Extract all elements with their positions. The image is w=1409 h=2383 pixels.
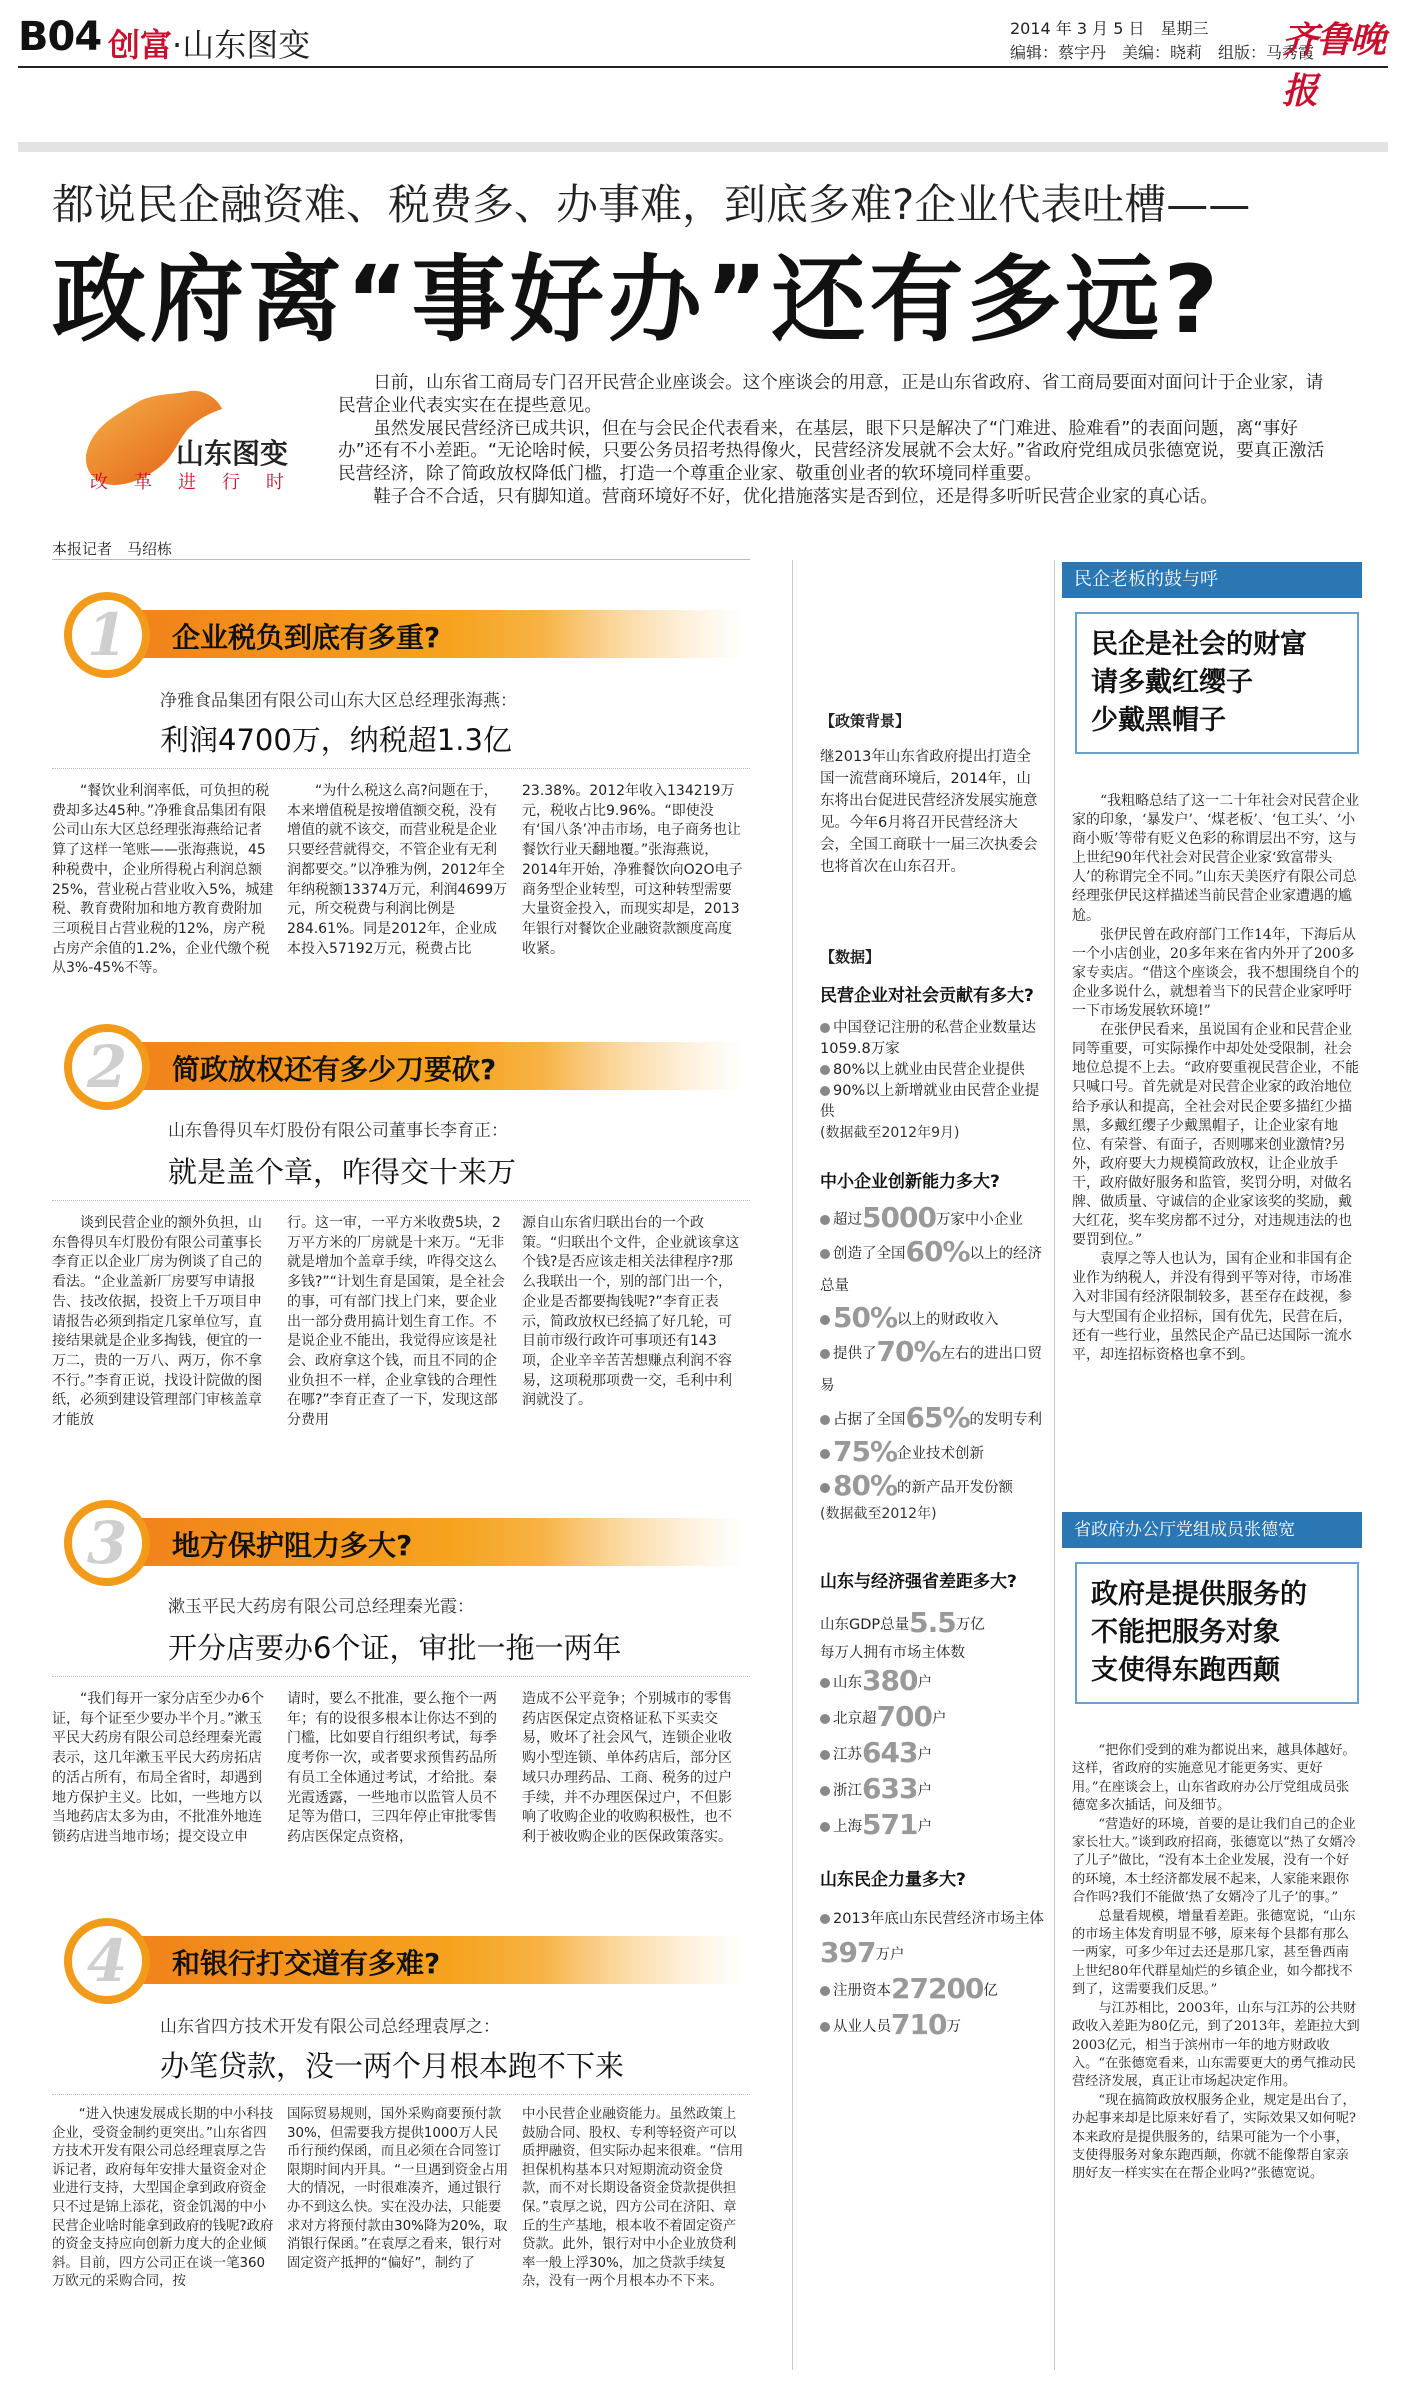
header-rule [18, 66, 1388, 68]
right-bar-2: 省政府办公厅党组成员张德宽 [1062, 1512, 1362, 1548]
stat-region: 北京超 [833, 1711, 877, 1727]
pull-quote-1: 利润4700万，纳税超1.3亿 [160, 723, 512, 757]
stat-number: 700 [876, 1700, 932, 1733]
list-item [820, 1018, 1045, 1060]
stat-item [820, 1402, 1045, 1436]
bullet-icon [820, 1215, 830, 1225]
data-question-1: 民营企业对社会贡献有多大? [820, 986, 1034, 1006]
column-divider [792, 560, 793, 2370]
q3-list [820, 1664, 1045, 1844]
policy-background [820, 710, 1045, 878]
bullet-icon [820, 1986, 830, 1996]
column-logo-slogan: 改革进行时 [90, 472, 310, 493]
section-3-col-3 [522, 1690, 744, 1848]
section-title-4: 和银行打交道有多难? [172, 1947, 441, 1980]
paragraph: 源自山东省归联出台的一个政策。“归联出个文件，企业就该拿这个钱?是否应该走相关法律程序?那么我联出一个，别的部门出一个，企业是否都要掏钱呢?”李育正表示，简政放权已经搞了好几轮，可目前市级行政许可事项还有143项，企业辛辛苦苦想赚点利润不容易，这项税那项费一交，毛利中利润就没了。 [522, 1215, 740, 1409]
stat-number: 5000 [862, 1201, 936, 1234]
paragraph: 中小民营企业融资能力。虽然政策上鼓励合同、股权、专利等轻资产可以质押融资，但实际办起来很难。“信用担保机构基本只对短期流动资金贷款，而不对长期设备资金贷款提供担保。”袁厚之说，四方公司在济阳、章丘的生产基地，根本收不着固定资产贷款。此外，银行对中小企业放贷利率一般上浮30%，加之贷款手续复杂，没有一两个月根本办不下来。 [522, 2107, 744, 2290]
q3-subtitle: 每万人拥有市场主体数 [820, 1645, 965, 1661]
bullet-icon [820, 1086, 830, 1096]
section-banner-3 [42, 1494, 742, 1588]
stat-number: 80% [833, 1469, 898, 1502]
stat-item [820, 1436, 1045, 1470]
stat-item [820, 1664, 1045, 1700]
headline-title: 政府离“事好办”还有多远? [52, 246, 1223, 355]
section-4-col-2 [287, 2106, 509, 2273]
paragraph: 张伊民曾在政府部门工作14年，下海后从一个小店创业，20多年来在省内外开了200多家专卖店。“借这个座谈会，我不想围绕自个的企业多说什么，就想着当下的民营企业家呼吁一下市场发展软环境!” [1072, 926, 1360, 1020]
stat-item [820, 1336, 1045, 1402]
bullet-icon [820, 1415, 830, 1425]
stat-unit: 户 [917, 1819, 932, 1835]
stat-number: 633 [862, 1772, 918, 1805]
policy-tag: 【政策背景】 [820, 712, 911, 730]
lede [338, 372, 1338, 509]
section-banner-4 [42, 1912, 742, 2006]
gdp-label: 山东GDP总量 [820, 1617, 910, 1633]
section-number-3: 3 [64, 1500, 150, 1586]
editor-credits: 编辑：蔡宇丹 美编：晓莉 组版：马秀霞 [1010, 43, 1315, 62]
section-1-col-1 [52, 782, 274, 979]
data-tag: 【数据】 [820, 948, 881, 966]
byline: 本报记者 马绍栋 [52, 540, 173, 558]
pull-quote-2: 就是盖个章，咋得交十来万 [168, 1155, 517, 1189]
page-number: B04 [18, 14, 102, 60]
bullet-icon [820, 1483, 830, 1493]
stat-suffix: 以上的经济总量 [820, 1246, 1043, 1294]
box-line: 民企是社会的财富 [1091, 629, 1307, 660]
divider [52, 1676, 750, 1677]
data-box [820, 946, 1045, 2044]
stat-suffix: 万 [946, 2019, 961, 2035]
stat-prefix: 占据了全国 [833, 1412, 906, 1428]
stat-prefix: 从业人员 [833, 2019, 891, 2035]
divider [52, 1200, 750, 1201]
paragraph: 与江苏相比，2003年，山东与江苏的公共财政收入差距为80亿元，到了2013年，差距拉大到2003亿元，相当于滨州市一年的地方财政收入。“在张德宽看来，山东需要更大的勇气推动民营经济发展，真正让市场起决定作用。 [1072, 2000, 1360, 2090]
paragraph: “现在搞简政放权服务企业，规定是出台了，办起事来却是比原来好看了，实际效果又如何呢?本来政府是提供服务的，结果可能为一个小事，支使得服务对象东跑西颠，你就不能像帮自家亲朋好友一样实实在在帮企业吗?”张德宽说。 [1072, 2092, 1357, 2182]
paragraph: 23.38%。2012年收入134219万元，税收占比9.96%。“即使没有‘国八条’冲击市场，电子商务也让餐饮行业天翻地覆。”张海燕说，2014年开始，净雅餐饮向O2O电子商务型企业转型，可这种转型需要大量资金投入，而现实却是，2013年银行对餐饮企业融资款额度高度收紧。 [522, 783, 743, 957]
bullet-icon [820, 1822, 830, 1832]
stat-number: 27200 [891, 1972, 984, 2005]
stat-region: 上海 [833, 1819, 862, 1835]
bullet-icon [820, 1023, 830, 1033]
newspaper-logo: 齐鲁晚报 [1282, 19, 1385, 112]
section-number-1: 1 [64, 592, 150, 678]
bullet-icon [820, 1678, 830, 1688]
paragraph: 谈到民营企业的额外负担，山东鲁得贝车灯股份有限公司董事长李育正以企业厂房为例谈了自己的看法。“企业盖新厂房要写申请报告、技改依据，投资上千万项目申请报告必须到指定几家单位写，直接结果就是企业多掏钱，便宜的一万二，贵的一万八、两万，你不拿不行。”李育正说，找设计院做的图纸，必须到建设管理部门审核盖章才能放 [52, 1215, 263, 1429]
stat-item [820, 1202, 1045, 1236]
paragraph: “餐饮业利润率低，可负担的税费却多达45种。”净雅食品集团有限公司山东大区总经理张海燕给记者算了这样一笔账——张海燕说，45种税费中，企业所得税占利润总额25%，营业税占营业收入5%，城建税、教育费附加和地方教育费附加三项税目占营业税的12%，房产税占房产余值的1.2%，企业代缴个税从3%-45%不等。 [52, 783, 274, 977]
paragraph: “进入快速发展成长期的中小科技企业，受资金制约更突出。”山东省四方技术开发有限公司总经理袁厚之告诉记者，政府每年安排大量资金对企业进行支持，大型国企拿到政府资金只不过是锦上添花，资金饥渴的中小民营企业啥时能拿到政府的钱呢?政府的资金支持应向创新力度大的企业倾斜。目前，四方公司正在谈一笔360万欧元的采购合同，按 [52, 2107, 274, 2290]
stat-number: 710 [891, 2008, 947, 2041]
gdp-unit: 万亿 [955, 1617, 985, 1633]
stat-number: 75% [833, 1435, 898, 1468]
list-item [820, 1081, 1045, 1123]
paragraph: 袁厚之等人也认为，国有企业和非国有企业作为纳税人，并没有得到平等对待，市场准入对非国有经济限制较多，甚至存在歧视，参与大型国有企业招标，国有优先，民营在后，还有一些行业，虽然民企产品已达国际一流水平，却连招标资格也拿不到。 [1072, 1251, 1352, 1363]
stat-suffix: 万户 [875, 1947, 905, 1963]
pull-quote-3: 开分店要办6个证，审批一拖一两年 [168, 1631, 622, 1665]
section-3-col-1 [52, 1690, 274, 1848]
stat-item [820, 1700, 1045, 1736]
section-title [108, 20, 310, 66]
stat-prefix: 创造了全国 [833, 1246, 906, 1262]
section-number-4: 4 [64, 1918, 150, 2004]
stat-unit: 户 [931, 1711, 947, 1727]
divider [52, 2094, 750, 2095]
stat-number: 70% [876, 1335, 941, 1368]
stat-region: 山东 [833, 1675, 862, 1691]
q1-list [820, 1018, 1045, 1144]
box-line: 支使得东跑西颠 [1091, 1655, 1280, 1686]
item-text: 90%以上新增就业由民营企业提供 [820, 1083, 1040, 1120]
bullet-icon [820, 1065, 830, 1075]
stat-suffix: 以上的财政收入 [897, 1312, 999, 1328]
section-rest: ·山东图变 [172, 26, 311, 64]
box-line: 不能把服务对象 [1091, 1617, 1280, 1648]
byline-rule [52, 559, 750, 560]
bullet-icon [820, 1786, 830, 1796]
right-bar-1: 民企老板的鼓与呼 [1062, 562, 1362, 598]
right-article-2 [1072, 1742, 1360, 2184]
data-note: (数据截至2012年) [820, 1506, 937, 1522]
stat-suffix: 亿 [983, 1983, 998, 1999]
stat-number: 50% [833, 1301, 898, 1334]
stat-item [820, 1808, 1045, 1844]
stat-item [820, 1302, 1045, 1336]
paragraph: 在张伊民看来，虽说国有企业和民营企业同等重要，可实际操作中却处处受限制，社会地位总提不上去。“政府要重视民营企业，不能只喊口号。首先就是对民营企业家的政治地位给予承认和提高，全社会对民企要多描红少描黑，多戴红缨子少戴黑帽子，让企业家有地位、有荣誉、有面子，否则哪来创业激情?另外，政府要大力规模简政放权，让企业放手干，政府做好服务和监管，奖罚分明，对做名牌、做质量、守诚信的企业家该奖的奖励，戴大红花，奖车奖房都不过分，对违规违法的也要罚到位。” [1072, 1022, 1360, 1249]
box-line: 政府是提供服务的 [1091, 1579, 1307, 1610]
box-line: 少戴黑帽子 [1091, 705, 1226, 736]
interviewee-3: 漱玉平民大药房有限公司总经理秦光霞： [168, 1597, 474, 1617]
lede-paragraph: 虽然发展民营经济已成共识，但在与会民企代表看来，在基层，眼下只是解决了“门难进、脸难看”的表面问题，离“事好办”还有不小差距。“无论啥时候，只要公务员招考热得像火，民营经济发展就不会太好。”省政府党组成员张德宽说，要真正激活民营经济，除了简政放权降低门槛，打造一个尊重企业家、敬重创业者的软环境同样重要。 [338, 418, 1325, 485]
right-quote-box-2 [1075, 1562, 1359, 1704]
stat-prefix: 2013年底山东民营经济市场主体 [833, 1911, 1044, 1927]
interviewee-4: 山东省四方技术开发有限公司总经理袁厚之： [160, 2017, 500, 2037]
right-quote-box-1 [1075, 612, 1359, 754]
paragraph: 行。这一审，一平方米收费5块，2万平方米的厂房就是十来万。“无非就是增加个盖章手续，咋得交这么多钱?”“计划生育是国策，是全社会的事，可有部门找上门来，要企业出一部分费用搞计划生育工作。不是说企业不能出，我觉得应该是社会、政府拿这个钱，而且不同的企业负担不一样，企业拿钱的合理性在哪?”李育正查了一下，发现这部分费用 [287, 1215, 505, 1429]
stat-unit: 户 [917, 1783, 932, 1799]
section-2-col-3 [522, 1214, 744, 1411]
stat-suffix: 万家中小企业 [935, 1212, 1023, 1228]
right-article-1 [1072, 792, 1360, 1365]
stat-suffix: 企业技术创新 [897, 1446, 985, 1462]
stat-number: 60% [905, 1235, 970, 1268]
item-text: 80%以上就业由民营企业提供 [833, 1062, 1025, 1078]
section-banner-1 [42, 586, 742, 680]
data-note: (数据截至2012年9月) [820, 1125, 960, 1141]
paragraph: “把你们受到的难为都说出来，越具体越好。这样，省政府的实施意见才能更务实、更好用。”在座谈会上，山东省政府办公厅党组成员张德宽多次插话，问及细节。 [1072, 1743, 1356, 1814]
section-4-col-3 [522, 2106, 744, 2292]
bullet-icon [820, 1750, 830, 1760]
column-divider [1054, 560, 1055, 2370]
stat-item [820, 1736, 1045, 1772]
stat-suffix: 的新产品开发份额 [897, 1480, 1014, 1496]
section-accent: 创富 [108, 26, 173, 64]
section-1-col-3 [522, 782, 744, 959]
paragraph: 请时，要么不批准，要么拖个一两年；有的设很多根本让你达不到的门槛，比如要自行组织考试，每季度考你一次，或者要求预售药品所有员工全体通过考试，才给批。秦光霞透露，一些地市以监管人员不足等为借口，三四年停止审批零售药店医保定点资格， [287, 1691, 497, 1845]
bullet-icon [820, 1914, 830, 1924]
stat-prefix: 提供了 [833, 1346, 877, 1362]
data-question-2: 中小企业创新能力多大? [820, 1172, 1000, 1192]
issue-date: 2014 年 3 月 5 日 星期三 [1010, 19, 1209, 38]
stat-number: 65% [905, 1401, 970, 1434]
bullet-icon [820, 1449, 830, 1459]
data-question-4: 山东民企力量多大? [820, 1870, 966, 1890]
paragraph: 总量看规模，增量看差距。张德宽说，“山东的市场主体发育明显不够，原来每个县都有那么一两家，可多少年过去还是那几家，甚至鲁西南上世纪80年代群星灿烂的乡镇企业，如今都找不到了，这需要我们反思。” [1072, 1908, 1356, 1998]
stat-number: 643 [862, 1736, 918, 1769]
stat-item [820, 1236, 1045, 1302]
gdp-line [820, 1606, 1045, 1642]
section-title-1: 企业税负到底有多重? [172, 621, 441, 654]
bullet-icon [820, 1315, 830, 1325]
paragraph: “为什么税这么高?问题在于，本来增值税是按增值额交税，没有增值的就不该交，而营业税是企业只要经营就得交，不管企业有无利润都要交。”以净雅为例，2012年全年纳税额13374万元，利润4699万元，所交税费与利润比例是284.61%。同是2012年，企业成本投入57192万元，税费占比 [287, 783, 508, 957]
divider [52, 768, 750, 769]
paragraph: “我粗略总结了这一二十年社会对民营企业家的印象，‘暴发户’、‘煤老板’、‘包工头’、‘小商小贩’等带有贬义色彩的称谓层出不穷，这与上世纪90年代社会对民营企业家‘致富带头人’的称谓完全不同。”山东天美医疗有限公司总经理张伊民这样描述当前民营企业家遭遇的尴尬。 [1072, 793, 1360, 924]
section-title-2: 简政放权还有多少刀要砍? [172, 1053, 497, 1086]
stat-unit: 户 [917, 1747, 932, 1763]
section-banner-2 [42, 1018, 742, 1112]
stat-suffix: 左右的进出口贸易 [820, 1346, 1043, 1394]
stat-prefix: 注册资本 [833, 1983, 891, 1999]
data-question-3: 山东与经济强省差距多大? [820, 1572, 1017, 1592]
bullet-icon [820, 1249, 830, 1259]
headline-kicker: 都说民企融资难、税费多、办事难，到底多难?企业代表吐槽—— [52, 180, 1251, 229]
policy-text: 继2013年山东省政府提出打造全国一流营商环境后，2014年，山东将出台促进民营经济发展实施意见。今年6月将召开民营经济大会，全国工商联十一届三次执委会也将首次在山东召开。 [820, 749, 1038, 875]
section-title-3: 地方保护阻力多大? [172, 1529, 413, 1562]
stat-region: 江苏 [833, 1747, 862, 1763]
section-2-col-1 [52, 1214, 274, 1431]
q4-list [820, 1902, 1045, 2044]
lede-paragraph: 鞋子合不合适，只有脚知道。营商环境好不好，优化措施落实是否到位，还是得多听听民营企业家的真心话。 [373, 486, 1218, 507]
stat-item [820, 1470, 1045, 1504]
section-2-col-2 [287, 1214, 509, 1431]
interviewee-1: 净雅食品集团有限公司山东大区总经理张海燕： [160, 691, 517, 711]
list-item [820, 1060, 1045, 1081]
bullet-icon [820, 1714, 830, 1724]
interviewee-2: 山东鲁得贝车灯股份有限公司董事长李育正： [168, 1121, 508, 1141]
pull-quote-4: 办笔贷款，没一两个月根本跑不下来 [160, 2049, 625, 2083]
box-line: 请多戴红缨子 [1091, 667, 1253, 698]
stat-number: 571 [862, 1808, 918, 1841]
section-1-col-2 [287, 782, 509, 959]
stat-region: 浙江 [833, 1783, 862, 1799]
stat-number: 397 [820, 1936, 876, 1969]
section-3-col-2 [287, 1690, 509, 1848]
stat-item [820, 1772, 1045, 1808]
stat-item [820, 1972, 1045, 2008]
header-band [18, 142, 1388, 152]
stat-number: 380 [862, 1664, 918, 1697]
paragraph: “营造好的环境，首要的是让我们自己的企业家长壮大。”谈到政府招商，张德宽以“热了女婿冷了儿子”做比，“没有本土企业发展，没有一个好的环境，本土经济都发展不起来，人家能来跟你合作吗?我们不能做‘热了女婿冷了儿子’的事。” [1072, 1816, 1356, 1906]
gdp-number: 5.5 [909, 1606, 956, 1639]
stat-item [820, 1902, 1045, 1972]
section-number-2: 2 [64, 1024, 150, 1110]
stat-suffix: 的发明专利 [969, 1412, 1043, 1428]
stat-unit: 户 [917, 1675, 932, 1691]
paragraph: 造成不公平竞争；个别城市的零售药店医保定点资格证私下买卖交易，败坏了社会风气，连锁企业收购小型连锁、单体药店后，部分区域只办理药品、工商、税务的过户手续，并不办理医保过户，不但影响了收购企业的收购积极性，也不利于被收购企业的医保政策落实。 [522, 1691, 732, 1845]
stat-item [820, 2008, 1045, 2044]
paragraph: “我们每开一家分店至少办6个证，每个证至少要办半个月。”漱玉平民大药房有限公司总经理秦光霞表示，这几年漱玉平民大药房拓店的活占所有，布局全省时，却遇到地方保护主义。比如，一些地方以当地药店太多为由，不批准外地连锁药店进当地市场；提交设立申 [52, 1691, 265, 1845]
lede-paragraph: 日前，山东省工商局专门召开民营企业座谈会。这个座谈会的用意，正是山东省政府、省工商局要面对面问计于企业家，请民营企业代表实实在在提些意见。 [338, 373, 1324, 416]
section-4-col-1 [52, 2106, 274, 2292]
bullet-icon [820, 1349, 830, 1359]
q2-list [820, 1202, 1045, 1504]
stat-prefix: 超过 [833, 1212, 862, 1228]
column-logo-name: 山东图变 [176, 437, 289, 470]
bullet-icon [820, 2022, 830, 2032]
paragraph: 国际贸易规则，国外采购商要预付款30%，但需要我方提供1000万人民币行预约保函，而且必须在合同签订限期时间内开具。“一旦遇到资金占用大的情况，一时很难凑齐，通过银行办不到这么快。实在没办法，只能要求对方将预付款由30%降为20%，取消银行保函。”在袁厚之看来，银行对固定资产抵押的“偏好”，制约了 [287, 2107, 509, 2271]
item-text: 中国登记注册的私营企业数量达1059.8万家 [820, 1020, 1036, 1057]
